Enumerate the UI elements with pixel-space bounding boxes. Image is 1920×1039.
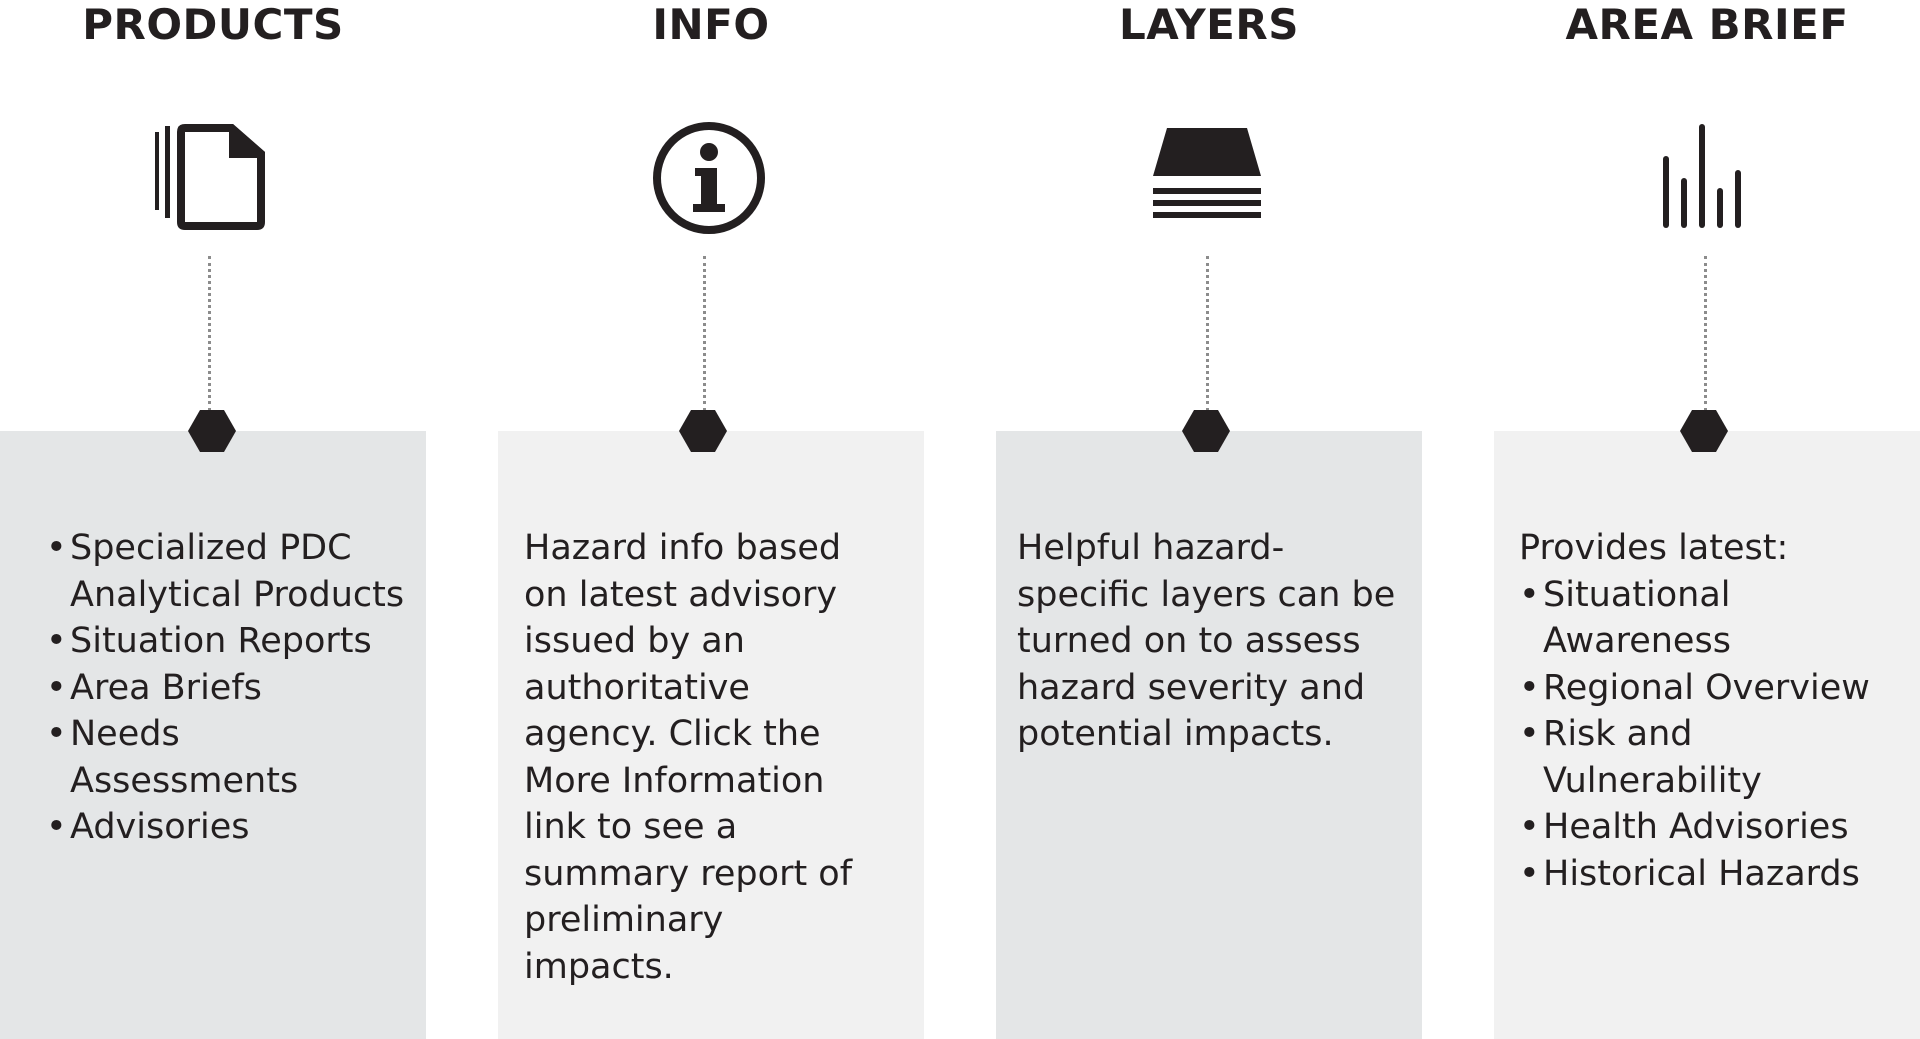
hexagon-marker xyxy=(188,410,236,452)
list-item: • Specialized PDC Analytical Products xyxy=(46,525,406,618)
column-title: PRODUCTS xyxy=(82,0,344,49)
list-item: • Risk and Vulnerability xyxy=(1519,711,1914,804)
document-icon xyxy=(151,118,271,238)
list-item: • Historical Hazards xyxy=(1519,851,1914,898)
list-item: • Regional Overview xyxy=(1519,665,1914,712)
area-brief-intro: Provides latest: xyxy=(1519,528,1789,568)
hexagon-marker xyxy=(1182,410,1230,452)
layers-description: Helpful hazard-specific layers can be turned on to assess hazard severity and potential impacts. xyxy=(1017,528,1396,754)
column-title: INFO xyxy=(652,0,770,49)
column-layers xyxy=(996,0,1422,1039)
products-list xyxy=(46,525,406,851)
hexagon-marker xyxy=(679,410,727,452)
list-item: • Situational Awareness xyxy=(1519,572,1914,665)
area-brief-list xyxy=(1519,572,1914,898)
panel-info xyxy=(498,431,924,1039)
connector-line xyxy=(1206,256,1209,411)
list-item: • Advisories xyxy=(46,804,406,851)
info-description: Hazard info based on latest advisory issued by an authoritative agency. Click the More Information link to see a summary report of preliminary impacts. xyxy=(524,528,853,987)
column-products xyxy=(0,0,426,1039)
connector-line xyxy=(703,256,706,411)
connector-line xyxy=(1704,256,1707,411)
hexagon-marker xyxy=(1680,410,1728,452)
layers-icon xyxy=(1147,118,1267,238)
panel-layers xyxy=(996,431,1422,1039)
bar-chart-icon xyxy=(1645,118,1765,238)
panel-products xyxy=(0,431,426,1039)
list-item: • Area Briefs xyxy=(46,665,406,712)
list-item: • Needs Assessments xyxy=(46,711,406,804)
list-item: • Health Advisories xyxy=(1519,804,1914,851)
panel-area-brief xyxy=(1494,431,1920,1039)
list-item: • Situation Reports xyxy=(46,618,406,665)
column-info xyxy=(498,0,924,1039)
column-title: AREA BRIEF xyxy=(1565,0,1849,49)
column-title: LAYERS xyxy=(1119,0,1299,49)
info-icon xyxy=(649,118,769,238)
connector-line xyxy=(208,256,211,411)
column-area-brief xyxy=(1494,0,1920,1039)
